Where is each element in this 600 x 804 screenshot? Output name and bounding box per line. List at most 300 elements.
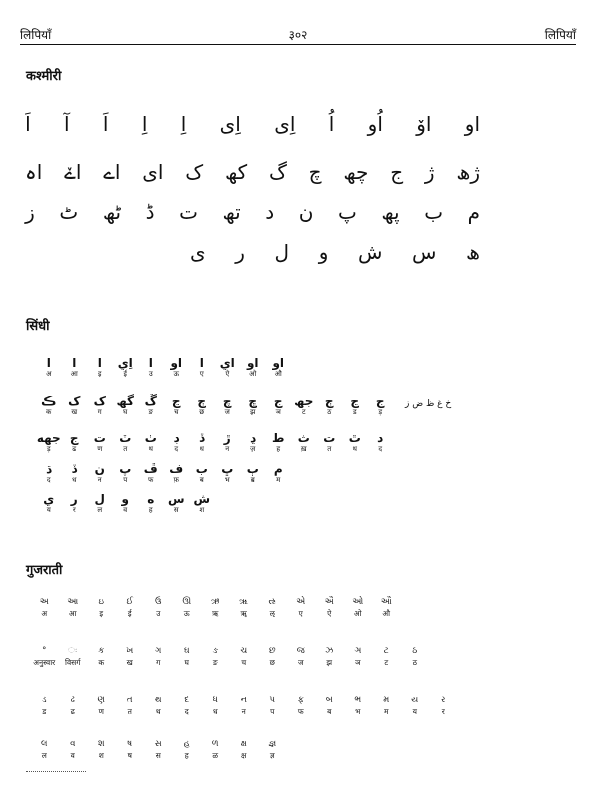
gujarati-devanagari: र [441, 707, 445, 716]
running-head-left: लिपियाँ [20, 28, 52, 42]
sindhi-letter: س [167, 492, 185, 506]
kashmiri-letter: و [318, 240, 329, 264]
kashmiri-letter: ب [424, 200, 444, 224]
gujarati-letter: થ [154, 695, 162, 705]
gujarati-letter: ઊ [182, 597, 192, 607]
gujarati-devanagari: च [241, 658, 247, 667]
gujarati-row [30, 645, 429, 668]
sindhi-cell [240, 356, 266, 379]
gujarati-devanagari: ऌ [269, 609, 275, 618]
sindhi-devanagari: उ [148, 370, 153, 378]
kashmiri-letter: اےٚ [64, 160, 82, 184]
gujarati-devanagari: ए [298, 609, 303, 618]
sindhi-devanagari: थ [352, 445, 357, 453]
kashmiri-letter: تھ [222, 200, 241, 224]
gujarati-cell [173, 738, 202, 761]
kashmiri-letter: اۆ [416, 112, 432, 136]
sindhi-cell [240, 394, 266, 417]
gujarati-letter: ડ [41, 695, 47, 705]
sindhi-letter: ڃ [171, 394, 181, 408]
gujarati-letter: ઞ [354, 646, 362, 656]
gujarati-letter: મ [383, 695, 390, 705]
gujarati-letter: હ [183, 739, 190, 749]
gujarati-letter: જ [296, 646, 305, 656]
gujarati-cell [287, 645, 316, 668]
sindhi-devanagari: ठ [327, 408, 332, 416]
gujarati-devanagari: श [98, 751, 104, 760]
sindhi-letter: ا [72, 356, 77, 370]
sindhi-cell [240, 462, 266, 485]
gujarati-devanagari: औ [382, 609, 391, 618]
gujarati-cell [59, 645, 88, 668]
kashmiri-letter: اِ [141, 112, 148, 136]
sindhi-cell [87, 492, 113, 515]
kashmiri-letter: اے [103, 160, 121, 184]
sindhi-devanagari: स [173, 506, 179, 514]
gujarati-cell [429, 694, 458, 717]
kashmiri-row [25, 200, 480, 224]
page-number: ३०२ [288, 28, 308, 42]
sindhi-devanagari: घ [123, 408, 128, 416]
running-head-right: लिपियाँ [544, 28, 576, 42]
gujarati-cell [258, 738, 287, 761]
kashmiri-letter: م [467, 200, 480, 224]
sindhi-devanagari: ड [352, 408, 357, 416]
sindhi-cell [87, 356, 113, 379]
gujarati-cell [87, 596, 116, 619]
sindhi-cell [138, 492, 164, 515]
gujarati-letter: ઇ [98, 597, 104, 607]
sindhi-devanagari: ध [199, 445, 204, 453]
kashmiri-letter: ٹ [59, 200, 79, 224]
gujarati-letter: ફ [297, 695, 304, 705]
sindhi-devanagari: न [97, 476, 102, 484]
sindhi-devanagari: ओ [249, 370, 257, 378]
gujarati-devanagari: घ [184, 658, 189, 667]
sindhi-letter: جھ [294, 394, 314, 408]
sindhi-letter: ک [93, 394, 106, 408]
gujarati-devanagari: ष [127, 751, 132, 760]
sindhi-devanagari: य [46, 506, 51, 514]
sindhi-devanagari: थ [148, 445, 153, 453]
gujarati-devanagari: त [127, 707, 132, 716]
gujarati-letter: ઠ [412, 646, 418, 656]
sindhi-cell [215, 462, 241, 485]
gujarati-devanagari: ड [42, 707, 47, 716]
sindhi-devanagari: ड़ [46, 445, 51, 453]
gujarati-cell [201, 645, 230, 668]
kashmiri-letter: ای [142, 160, 164, 184]
gujarati-letter: ઙ [212, 646, 218, 656]
gujarati-letter: ઓ [352, 597, 364, 607]
sindhi-letter: ا [199, 356, 204, 370]
gujarati-letter: દ [184, 695, 190, 705]
gujarati-devanagari: छ [269, 658, 275, 667]
kashmiri-letter: د [265, 200, 275, 224]
gujarati-cell [87, 645, 116, 668]
sindhi-cell [62, 356, 88, 379]
gujarati-cell [87, 738, 116, 761]
gujarati-row [30, 738, 287, 761]
gujarati-cell [287, 596, 316, 619]
sindhi-cell [266, 356, 292, 379]
sindhi-devanagari: क [46, 408, 52, 416]
sindhi-letter: ط [272, 431, 285, 445]
gujarati-title: गुजराती [26, 563, 63, 578]
kashmiri-letter: ش [357, 240, 383, 264]
sindhi-letter: ٻ [246, 462, 259, 476]
sindhi-devanagari: छ [199, 408, 205, 416]
gujarati-cell [144, 596, 173, 619]
kashmiri-letter: او [464, 112, 480, 136]
sindhi-letter: ڄ [197, 394, 207, 408]
sindhi-letter: ث [297, 431, 310, 445]
gujarati-letter: ર [441, 695, 446, 705]
sindhi-letter: ڙ [223, 431, 231, 445]
sindhi-devanagari: श [199, 506, 205, 514]
gujarati-cell [315, 694, 344, 717]
sindhi-letter: ت [93, 431, 106, 445]
gujarati-devanagari: इ [99, 609, 104, 618]
sindhi-letter: ج [375, 394, 385, 408]
gujarati-devanagari: ऋ [212, 609, 219, 618]
gujarati-row [30, 694, 458, 717]
gujarati-letter: ષ [127, 739, 133, 749]
sindhi-cell [342, 394, 368, 417]
sindhi-letter: ب [195, 462, 208, 476]
sindhi-cell [291, 394, 317, 417]
sindhi-cell [36, 394, 62, 417]
gujarati-letter: ઋ [211, 597, 220, 607]
sindhi-devanagari: ट [301, 408, 306, 416]
sindhi-cell [189, 492, 215, 515]
kashmiri-letter: اُ [328, 112, 335, 136]
kashmiri-letter: آ [64, 112, 70, 136]
sindhi-letter: اِي [117, 356, 133, 370]
sindhi-letter: ڏ [199, 431, 205, 445]
gujarati-devanagari: ट [384, 658, 389, 667]
gujarati-devanagari: थ [155, 707, 161, 716]
gujarati-devanagari: ठ [412, 658, 417, 667]
gujarati-devanagari: ळ [212, 751, 219, 760]
gujarati-letter: ઉ [155, 597, 162, 607]
sindhi-letter: ڇ [248, 394, 258, 408]
gujarati-letter: ખ [126, 646, 134, 656]
sindhi-letter: ا [148, 356, 153, 370]
gujarati-letter: જ્ઞ [268, 739, 277, 749]
sindhi-cell [87, 394, 113, 417]
gujarati-letter: ° [42, 646, 47, 656]
gujarati-devanagari: भ [355, 707, 361, 716]
sindhi-cell [368, 431, 394, 454]
sindhi-letter: ک [68, 394, 81, 408]
sindhi-cell [113, 492, 139, 515]
sindhi-letter: ش [193, 492, 211, 506]
sindhi-cell [87, 462, 113, 485]
sindhi-letter: ف [169, 462, 184, 476]
gujarati-letter: ઐ [324, 597, 334, 607]
sindhi-devanagari: ऐ [225, 370, 230, 378]
gujarati-letter: ત [126, 695, 133, 705]
kashmiri-letter: اِی [274, 112, 296, 136]
sindhi-cell [113, 394, 139, 417]
kashmiri-letter: اَ [102, 112, 109, 136]
sindhi-cell [189, 394, 215, 417]
gujarati-letter: એ [296, 597, 306, 607]
sindhi-devanagari: त [123, 445, 128, 453]
sindhi-cell [164, 492, 190, 515]
sindhi-devanagari: ई [123, 370, 127, 378]
gujarati-cell [344, 596, 373, 619]
sindhi-letter: ج [69, 431, 79, 445]
kashmiri-letter: اہ [25, 160, 43, 184]
sindhi-devanagari: प [123, 476, 128, 484]
gujarati-devanagari: ण [98, 707, 104, 716]
gujarati-cell [116, 645, 145, 668]
sindhi-cell [164, 356, 190, 379]
sindhi-devanagari: आ [70, 370, 78, 378]
kashmiri-row [25, 160, 480, 184]
gujarati-devanagari: उ [156, 609, 161, 618]
sindhi-devanagari: ङ [148, 408, 153, 416]
sindhi-devanagari: ॿ [250, 476, 255, 484]
sindhi-devanagari: झ [250, 408, 256, 416]
gujarati-devanagari: ॠ [240, 609, 247, 618]
gujarati-devanagari: प [270, 707, 275, 716]
gujarati-cell [30, 645, 59, 668]
sindhi-letter: ڄ [324, 394, 334, 408]
gujarati-devanagari: न [241, 707, 246, 716]
gujarati-devanagari: ओ [353, 609, 362, 618]
sindhi-cell [113, 431, 139, 454]
sindhi-devanagari: ह [276, 445, 281, 453]
gujarati-cell [30, 596, 59, 619]
gujarati-devanagari: फ [297, 707, 304, 716]
gujarati-cell [372, 694, 401, 717]
gujarati-cell [258, 645, 287, 668]
sindhi-cell [266, 431, 292, 454]
sindhi-devanagari: म [276, 476, 281, 484]
sindhi-devanagari: त [327, 445, 332, 453]
gujarati-devanagari: अ [41, 609, 48, 618]
kashmiri-letter: پھ [381, 200, 400, 224]
sindhi-letter: ن [94, 462, 105, 476]
sindhi-letter: ڱ [144, 394, 157, 408]
gujarati-devanagari: य [412, 707, 417, 716]
gujarati-letter: ધ [212, 695, 218, 705]
sindhi-cell [317, 394, 343, 417]
kashmiri-letter: گ [268, 160, 287, 184]
gujarati-devanagari: ग [156, 658, 161, 667]
gujarati-cell [30, 694, 59, 717]
sindhi-cell [36, 462, 62, 485]
gujarati-letter: ઈ [126, 597, 134, 607]
gujarati-devanagari: ज्ञ [269, 751, 275, 760]
kashmiri-letter: ر [235, 240, 245, 264]
sindhi-letter: ڊ [173, 431, 179, 445]
sindhi-letter: ڪ [41, 394, 57, 408]
sindhi-cell [62, 492, 88, 515]
sindhi-devanagari: द [378, 445, 383, 453]
sindhi-letter: م [273, 462, 283, 476]
gujarati-devanagari: ध [212, 707, 218, 716]
sindhi-cell [291, 431, 317, 454]
gujarati-cell [258, 596, 287, 619]
gujarati-cell [116, 694, 145, 717]
gujarati-cell [201, 596, 230, 619]
sindhi-devanagari: ध [72, 476, 77, 484]
sindhi-cell [113, 356, 139, 379]
sindhi-devanagari: फ [148, 476, 154, 484]
gujarati-cell [116, 596, 145, 619]
sindhi-cell [317, 431, 343, 454]
kashmiri-title: कश्मीरी [26, 69, 62, 84]
sindhi-row [36, 356, 291, 379]
sindhi-cell [87, 431, 113, 454]
sindhi-extra-letters: خ غ ظ ض ز [405, 399, 452, 409]
sindhi-letter: ڍ [250, 431, 256, 445]
gujarati-letter: પ [269, 695, 276, 705]
sindhi-letter: ٺ [144, 431, 157, 445]
gujarati-devanagari: ख [126, 658, 133, 667]
sindhi-devanagari: इ [98, 370, 102, 378]
sindhi-devanagari: ण [97, 445, 103, 453]
kashmiri-letter: اَ [25, 112, 31, 136]
gujarati-letter: ઔ [380, 597, 392, 607]
gujarati-cell [144, 694, 173, 717]
sindhi-devanagari: ए [199, 370, 204, 378]
gujarati-letter: ય [411, 695, 419, 705]
kashmiri-letter: ڈ [145, 200, 155, 224]
kashmiri-letter: ھ [466, 240, 480, 264]
sindhi-letter: ڃ [350, 394, 360, 408]
gujarati-devanagari: ल [41, 751, 47, 760]
sindhi-letter: ٽ [119, 431, 132, 445]
kashmiri-letter: اِی [219, 112, 241, 136]
sindhi-letter: ي [43, 492, 55, 506]
gujarati-cell [372, 596, 401, 619]
kashmiri-letter: ژ [424, 160, 435, 184]
gujarati-cell [144, 645, 173, 668]
gujarati-letter: ન [240, 695, 247, 705]
sindhi-letter: او [170, 356, 183, 370]
gujarati-devanagari: ञ [354, 658, 361, 667]
gujarati-letter: ઃ [68, 646, 78, 656]
sindhi-devanagari: द [46, 476, 51, 484]
sindhi-cell [164, 394, 190, 417]
sindhi-devanagari: फ़ [173, 476, 179, 484]
sindhi-cell [240, 431, 266, 454]
gujarati-devanagari: ऐ [327, 609, 332, 618]
sindhi-letter: ج [273, 394, 283, 408]
gujarati-devanagari: ऊ [183, 609, 190, 618]
gujarati-devanagari: झ [326, 658, 333, 667]
gujarati-letter: ક્ષ [240, 739, 247, 749]
sindhi-cell [138, 431, 164, 454]
sindhi-devanagari: व [123, 506, 128, 514]
sindhi-devanagari: अ [46, 370, 52, 378]
sindhi-devanagari: ढ [72, 445, 77, 453]
dotted-rule [26, 771, 86, 772]
sindhi-letter: د [377, 431, 384, 445]
sindhi-devanagari: औ [274, 370, 282, 378]
sindhi-cell [215, 431, 241, 454]
sindhi-letter: ا [46, 356, 51, 370]
gujarati-letter: ચ [240, 646, 248, 656]
gujarati-letter: સ [154, 739, 162, 749]
sindhi-letter: ڀ [221, 462, 234, 476]
gujarati-letter: ણ [97, 695, 105, 705]
gujarati-letter: ટ [383, 646, 389, 656]
sindhi-cell [164, 431, 190, 454]
page-header [20, 26, 576, 45]
gujarati-cell [173, 645, 202, 668]
gujarati-cell [315, 645, 344, 668]
gujarati-cell [372, 645, 401, 668]
gujarati-letter: ળ [211, 739, 219, 749]
sindhi-cell [266, 394, 292, 417]
sindhi-letter: گھ [116, 394, 135, 408]
sindhi-cell [368, 394, 394, 417]
sindhi-cell [36, 492, 62, 515]
gujarati-cell [230, 596, 259, 619]
kashmiri-letter: کھ [225, 160, 248, 184]
sindhi-devanagari: ड़ [378, 408, 383, 416]
gujarati-devanagari: ढ [70, 707, 75, 716]
gujarati-cell [201, 694, 230, 717]
sindhi-devanagari: ल [97, 506, 103, 514]
sindhi-row [36, 462, 291, 485]
sindhi-letter: او [246, 356, 259, 370]
gujarati-devanagari: व [70, 751, 75, 760]
sindhi-devanagari: ञ [275, 408, 281, 416]
gujarati-letter: વ [70, 739, 76, 749]
sindhi-row [36, 431, 393, 454]
sindhi-letter: ڏ [71, 462, 77, 476]
sindhi-cell [62, 431, 88, 454]
kashmiri-letter: پ [338, 200, 357, 224]
sindhi-cell [138, 394, 164, 417]
gujarati-cell [201, 738, 230, 761]
kashmiri-letter: ج [390, 160, 404, 184]
sindhi-row [36, 492, 215, 515]
gujarati-cell [116, 738, 145, 761]
sindhi-cell [189, 431, 215, 454]
sindhi-letter: ڌ [46, 462, 52, 476]
kashmiri-letter: ز [25, 200, 35, 224]
gujarati-cell [401, 645, 430, 668]
sindhi-letter: و [121, 492, 129, 506]
sindhi-letter: اي [219, 356, 235, 370]
sindhi-devanagari: ब [199, 476, 204, 484]
kashmiri-letter: ل [274, 240, 290, 264]
sindhi-devanagari: ग [97, 408, 102, 416]
gujarati-devanagari: आ [68, 609, 77, 618]
gujarati-devanagari: ह [184, 751, 189, 760]
kashmiri-letter: ی [190, 240, 206, 264]
gujarati-letter: ઌ [268, 597, 277, 607]
gujarati-cell [230, 645, 259, 668]
sindhi-cell [189, 356, 215, 379]
gujarati-cell [401, 694, 430, 717]
sindhi-devanagari: ख [71, 408, 78, 416]
gujarati-row [30, 596, 401, 619]
gujarati-cell [173, 694, 202, 717]
gujarati-cell [173, 596, 202, 619]
gujarati-letter: ઘ [183, 646, 190, 656]
sindhi-letter: جهه [36, 431, 61, 445]
gujarati-cell [344, 694, 373, 717]
